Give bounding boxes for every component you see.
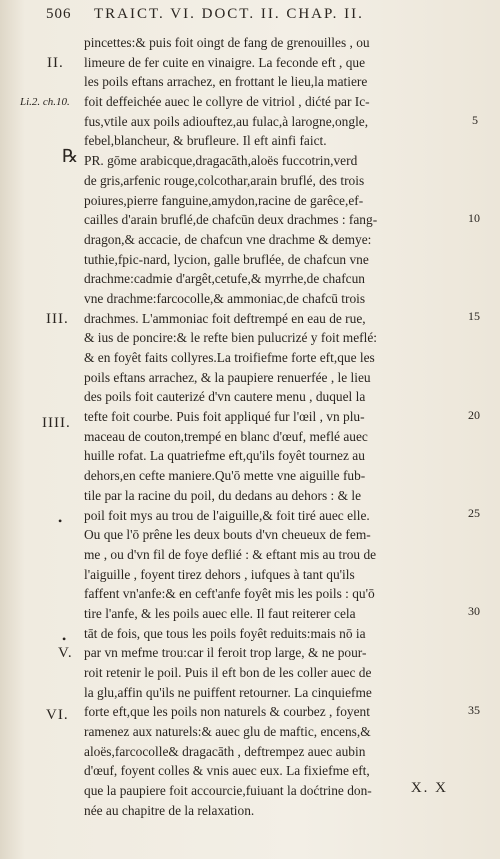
line-number: 30 bbox=[468, 604, 480, 618]
line-number: 10 bbox=[468, 211, 480, 225]
text-line: foit deffeichée auec le collyre de vitriol , dićté par Ic- bbox=[84, 94, 370, 110]
text-line: la glu,affin qu'ils ne puiffent retourner. La cinquiefme bbox=[84, 684, 372, 700]
text-line: tāt de fois, que tous les poils foyêt reduits:mais nō ia bbox=[84, 625, 366, 641]
text-line: de gris,arfenic rouge,colcothar,arain bruflé, des trois bbox=[84, 172, 365, 188]
text-line: poiures,pierre fanguine,amydon,racine de garêce,ef- bbox=[84, 192, 364, 208]
marginal-reference: Li.2. ch.10. bbox=[20, 96, 70, 108]
line-number: 35 bbox=[468, 703, 480, 717]
section-marker-5: V. bbox=[58, 645, 73, 661]
page-header bbox=[46, 6, 480, 26]
text-line: ramenez aux naturels:& auec glu de maftic, encens,& bbox=[84, 724, 371, 740]
line-number: 20 bbox=[468, 408, 480, 422]
text-line: tile par la racine du poil, du dedans au dehors : & le bbox=[84, 487, 362, 503]
text-line: maceau de couton,trempé en blanc d'œuf, meflé auec bbox=[84, 428, 368, 444]
text-line: fus,vtile aux poils adiouftez,au fulac,à larogne,ongle, bbox=[84, 113, 369, 129]
section-marker-3: III. bbox=[46, 311, 69, 327]
text-line: PR. gōme arabicque,dragacāth,aloës fuccotrin,verd bbox=[84, 153, 358, 169]
text-line: cailles d'arain bruflé,de chafcūn deux drachmes : fang- bbox=[84, 212, 378, 228]
text-line: drachmes. L'ammoniac foit deftrempé en eau de rue, bbox=[84, 310, 366, 326]
text-line: par vn mefme trou:car il feroit trop large, & ne pour- bbox=[84, 645, 367, 661]
text-line: dragon,& accacie, de chafcun vne drachme & demye: bbox=[84, 231, 372, 247]
text-line: l'aiguille , foyent tirez dehors , iufques à tant qu'ils bbox=[84, 566, 355, 582]
line-number: 15 bbox=[468, 309, 480, 323]
text-line: Ou que l'ō prêne les deux bouts d'vn cheueux de fem- bbox=[84, 527, 371, 543]
asterisk-mark-icon: • bbox=[58, 514, 63, 528]
line-number: 25 bbox=[468, 506, 480, 520]
text-line: me , ou d'vn fil de foye deflié : & eftant mis au trou de bbox=[84, 546, 377, 562]
text-line: poil foit mys au trou de l'aiguille,& foit tiré auec elle. bbox=[84, 507, 370, 523]
text-line: forte eft,que les poils non naturels & courbez , foyent bbox=[84, 704, 370, 720]
signature-mark: X. X bbox=[410, 780, 448, 796]
running-title: TRAICT. VI. DOCT. II. CHAP. II. bbox=[94, 6, 364, 22]
section-marker-4: IIII. bbox=[42, 415, 71, 431]
line-number: 5 bbox=[472, 113, 478, 127]
text-line: vne drachme:farcocolle,& ammoniac,de chafcū trois bbox=[84, 290, 366, 306]
text-line: des poils foit cauterizé d'vn cautere menu , duquel la bbox=[84, 389, 366, 405]
text-line: drachme:cadmie d'argêt,cetufe,& myrrhe,de chafcun bbox=[84, 271, 365, 287]
text-line: née au chapitre de la relaxation. bbox=[84, 802, 255, 818]
text-line: aloës,farcocolle& dragacāth , deftrempez auec aubin bbox=[84, 743, 366, 759]
main-text-block bbox=[84, 33, 466, 821]
text-line: d'œuf, foyent colles & vnis auec eux. La fixiefme eft, bbox=[84, 763, 370, 779]
text-line: les poils eftans arrachez, en frottant le lieu,la matiere bbox=[84, 74, 368, 90]
text-line: tire l'anfe, & les poils auec elle. Il faut reiterer cela bbox=[84, 605, 356, 621]
text-line: roit retenir le poil. Puis il eft bon de les coller auec de bbox=[84, 665, 372, 680]
text-line: limeure de fer cuite en vinaigre. La feconde eft , que bbox=[84, 54, 366, 70]
text-line: pincettes:& puis foit oingt de fang de grenouilles , ou bbox=[84, 35, 370, 50]
text-line: febel,blancheur, & brufleure. Il eft ainfi faict. bbox=[84, 133, 327, 149]
section-marker-2: II. bbox=[47, 55, 64, 71]
text-line: dehors,en cefte maniere.Qu'ō mette vne aiguille fub- bbox=[84, 468, 366, 484]
recipe-icon: ℞ bbox=[62, 146, 79, 166]
text-line: & ius de poncire:& le refte bien pulucrizé y foit meflé: bbox=[84, 330, 377, 346]
text-line: & en foyêt faits collyres.La troifiefme forte eft,que les bbox=[84, 350, 375, 365]
asterisk-mark-icon: • bbox=[62, 632, 67, 646]
text-line: tuthie,fpic-nard, lycion, galle bruflée, de chafcun vne bbox=[84, 251, 369, 267]
text-line: poils eftans arrachez, & la paupiere renuerfée , le lieu bbox=[84, 369, 371, 385]
page-number: 506 bbox=[46, 6, 72, 22]
text-line: tefte foit courbe. Puis foit appliqué fur l'œil , vn plu- bbox=[84, 409, 365, 425]
text-line: faffent vn'anfe:& en ceft'anfe foyêt mis les poils : qu'ō bbox=[84, 586, 375, 602]
text-line: que la paupiere foit accourcie,fuiuant la doćtrine don- bbox=[84, 783, 372, 799]
text-line: huille rofat. La quatriefme eft,qu'ils foyêt tournez au bbox=[84, 448, 365, 464]
section-marker-6: VI. bbox=[46, 707, 69, 723]
